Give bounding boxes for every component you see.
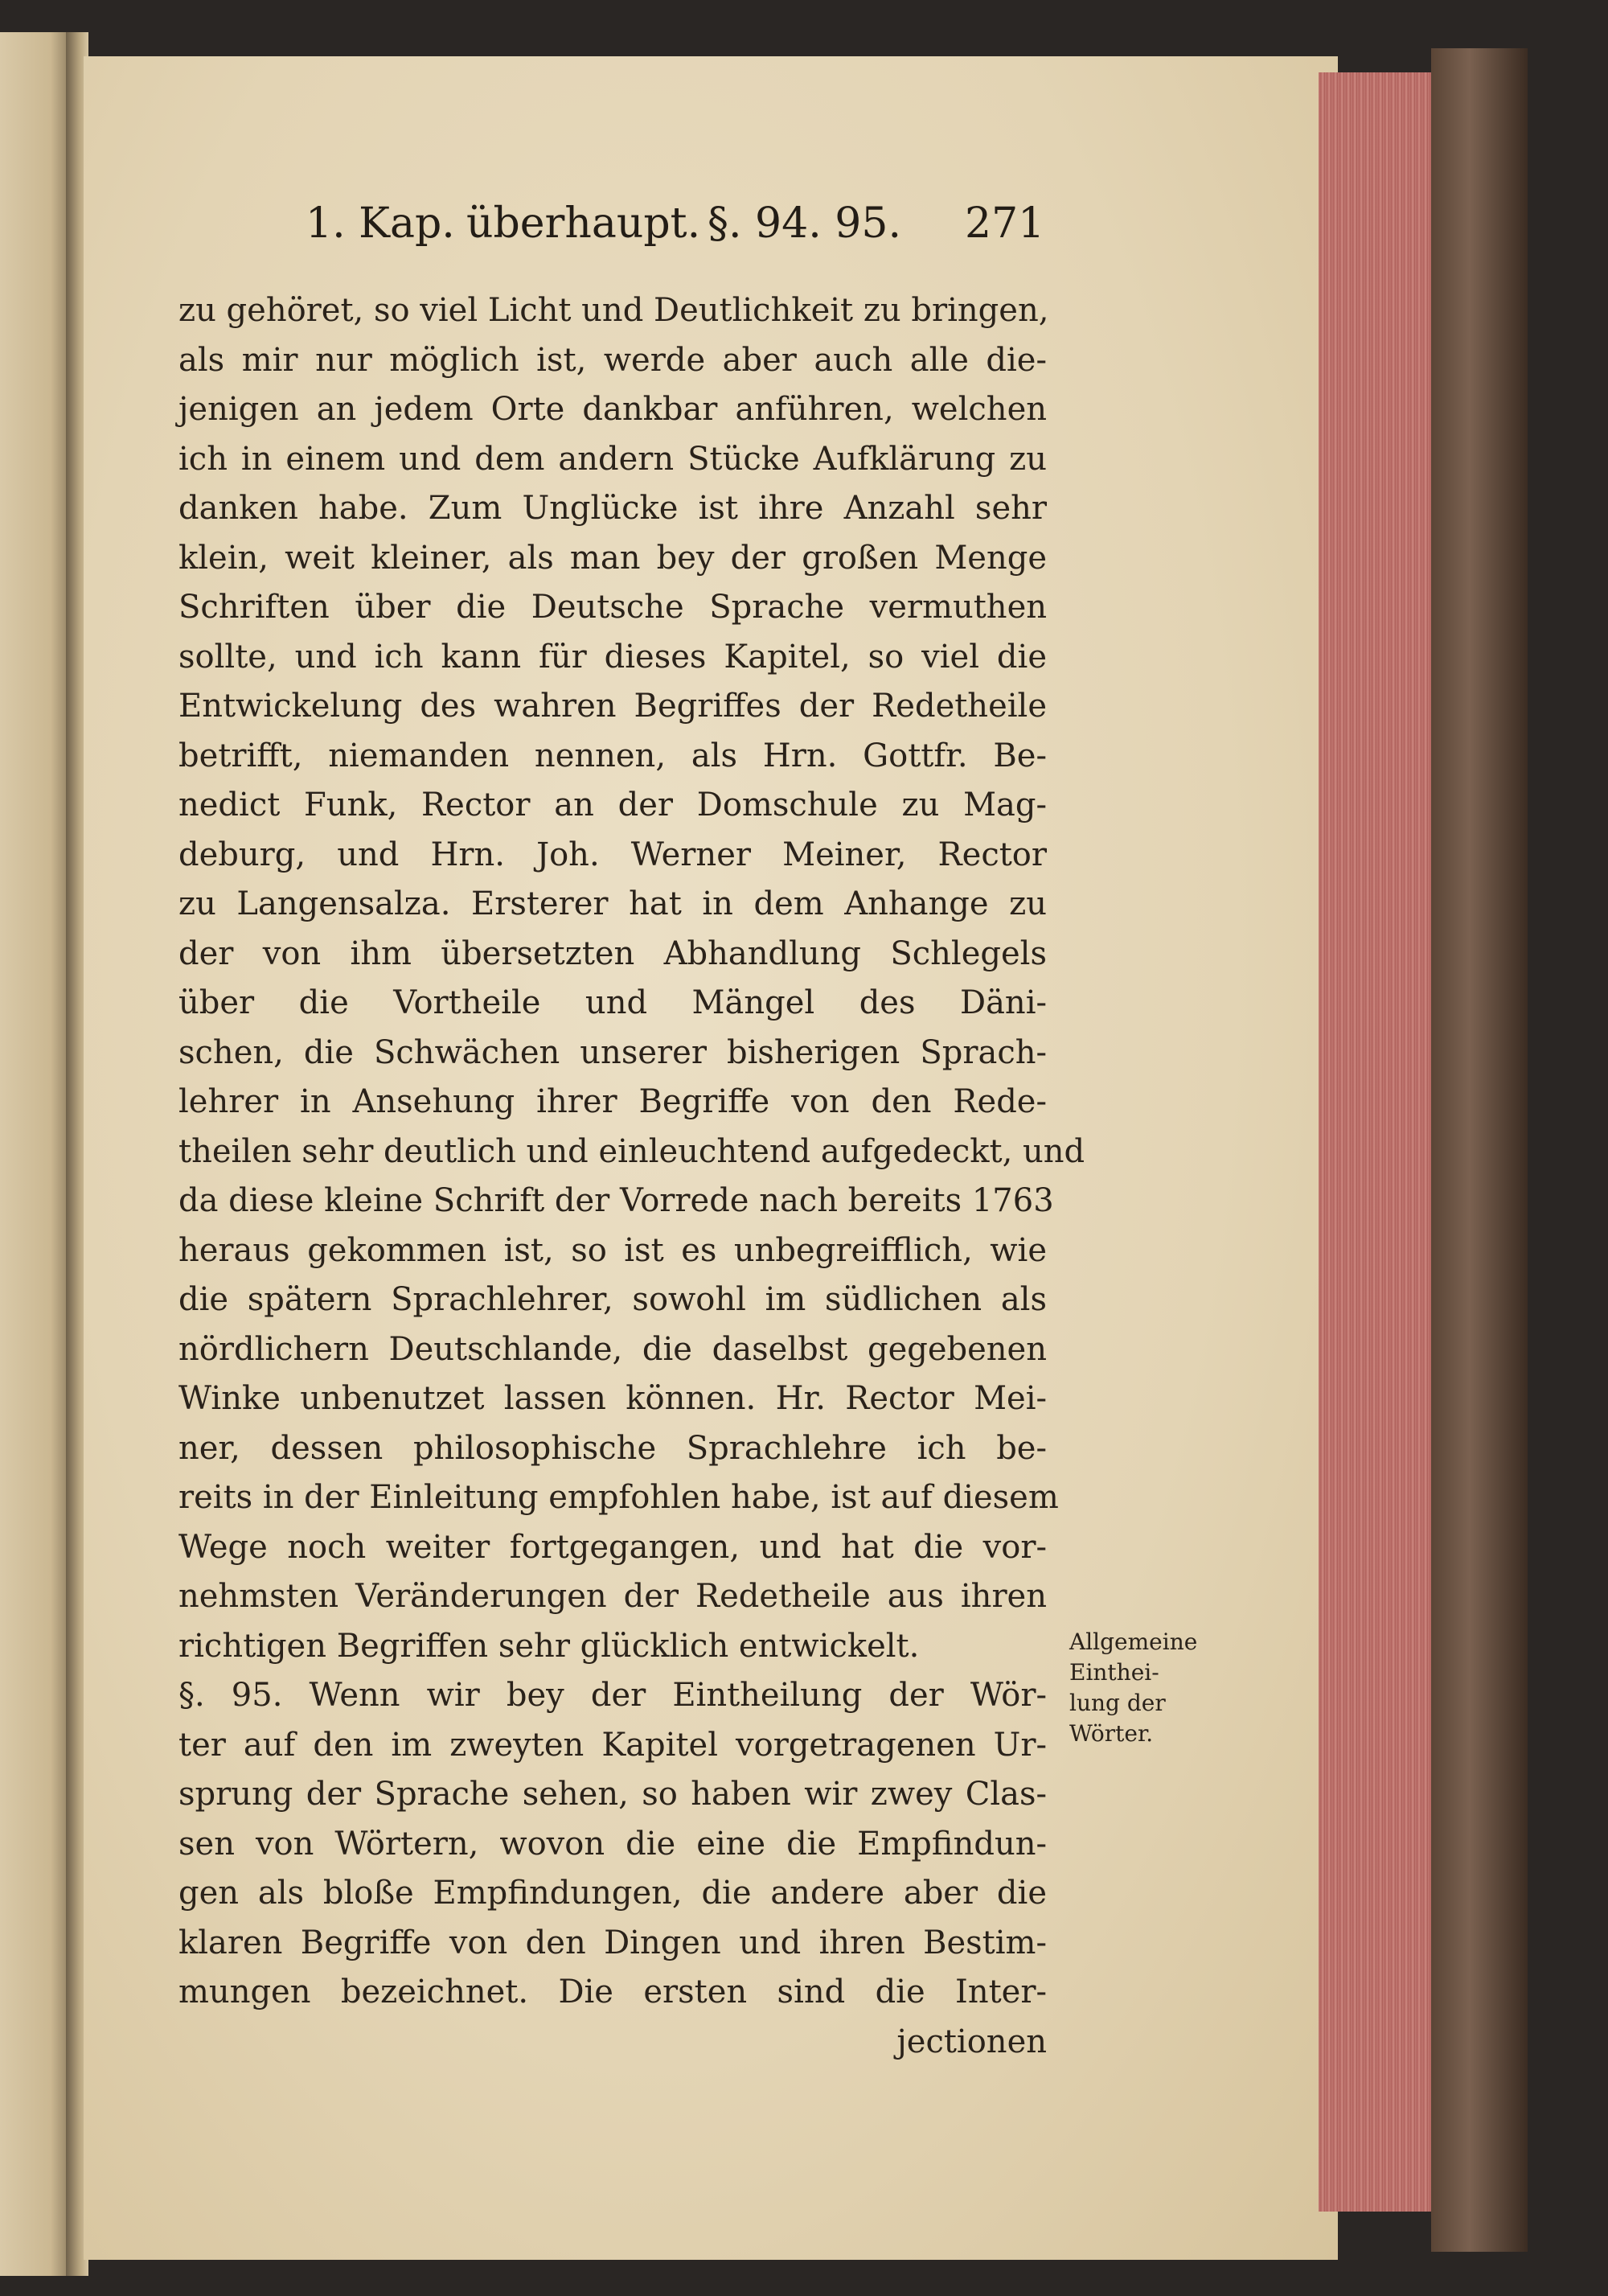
running-head [306,199,1045,264]
text-line: zu gehöret, so viel Licht und Deutlichkeit zu bringen, [178,292,1049,329]
text-line: die spätern Sprachlehrer, sowohl im südlichen als [178,1281,1047,1318]
text-line: zu Langensalza. Ersterer hat in dem Anhange zu [178,885,1047,922]
margin-note-line: lung der [1069,1690,1166,1716]
text-line: §. 95. Wenn wir bey der Eintheilung der Wör- [178,1677,1047,1714]
text-line: klaren Begriffe von den Dingen und ihren Bestim- [178,1924,1047,1961]
text-line: deburg, und Hrn. Joh. Werner Meiner, Rector [178,836,1047,873]
margin-note-line: Wörter. [1069,1720,1154,1747]
page-stack-edge [1319,72,1436,2212]
text-line: reits in der Einleitung empfohlen habe, ist auf diesem [178,1479,1059,1516]
text-line: sollte, und ich kann für dieses Kapitel, so viel die [178,638,1047,676]
margin-note-line: Allgemeine [1069,1629,1198,1655]
catchword: jectionen [896,2023,1047,2060]
text-line: Wege noch weiter fortgegangen, und hat die vor- [178,1528,1047,1566]
text-line: theilen sehr deutlich und einleuchtend aufgedeckt, und [178,1132,1085,1170]
text-line: nehmsten Veränderungen der Redetheile aus ihren [178,1578,1047,1615]
text-line: als mir nur möglich ist, werde aber auch alle die- [178,341,1047,379]
text-line: Entwickelung des wahren Begriffes der Redetheile [178,688,1047,725]
text-line: jenigen an jedem Orte dankbar anführen, welchen [178,391,1047,428]
text-line: nedict Funk, Rector an der Domschule zu Mag- [178,787,1047,824]
left-page-edge [0,32,72,2276]
page-number: 271 [965,199,1045,248]
text-line: nördlichern Deutschlande, die daselbst gegebenen [178,1330,1047,1368]
text-line: klein, weit kleiner, als man bey der großen Menge [178,539,1047,577]
text-line: da diese kleine Schrift der Vorrede nach bereits 1763 [178,1182,1054,1219]
text-line: schen, die Schwächen unserer bisherigen Sprach- [178,1033,1047,1071]
text-line: lehrer in Ansehung ihrer Begriffe von den Rede- [178,1083,1047,1120]
running-head-title: überhaupt. [466,199,701,248]
running-head-chapter: 1. Kap. [306,199,455,248]
text-line: Winke unbenutzet lassen können. Hr. Rector Mei- [178,1380,1047,1417]
text-line: gen als bloße Empfindungen, die andere aber die [178,1875,1047,1912]
text-line: ich in einem und dem andern Stücke Aufklärung zu [178,440,1047,478]
text-line: ner, dessen philosophische Sprachlehre ich be- [178,1429,1047,1467]
body-text [178,286,1085,2067]
margin-note [1069,1627,1214,1749]
text-line: Schriften über die Deutsche Sprache vermuthen [178,589,1047,626]
cover-board [1431,48,1528,2252]
text-line: sen von Wörtern, wovon die eine die Empfindun- [178,1825,1047,1863]
text-line: ter auf den im zweyten Kapitel vorgetragenen Ur- [178,1726,1047,1764]
text-line: betrifft, niemanden nennen, als Hrn. Gottfr. Be- [178,737,1047,774]
text-line: richtigen Begriffen sehr glücklich entwickelt. [178,1627,920,1665]
text-line: mungen bezeichnet. Die ersten sind die Inter- [178,1974,1047,2011]
text-line: über die Vortheile und Mängel des Däni- [178,984,1047,1021]
text-line: sprung der Sprache sehen, so haben wir zwey Clas- [178,1776,1047,1813]
text-line: danken habe. Zum Unglücke ist ihre Anzahl sehr [178,490,1047,527]
running-head-section: §. 94. 95. [708,199,901,248]
text-line: der von ihm übersetzten Abhandlung Schlegels [178,934,1047,972]
margin-note-line: Einthei- [1069,1659,1159,1686]
text-line: heraus gekommen ist, so ist es unbegreifflich, wie [178,1231,1047,1269]
